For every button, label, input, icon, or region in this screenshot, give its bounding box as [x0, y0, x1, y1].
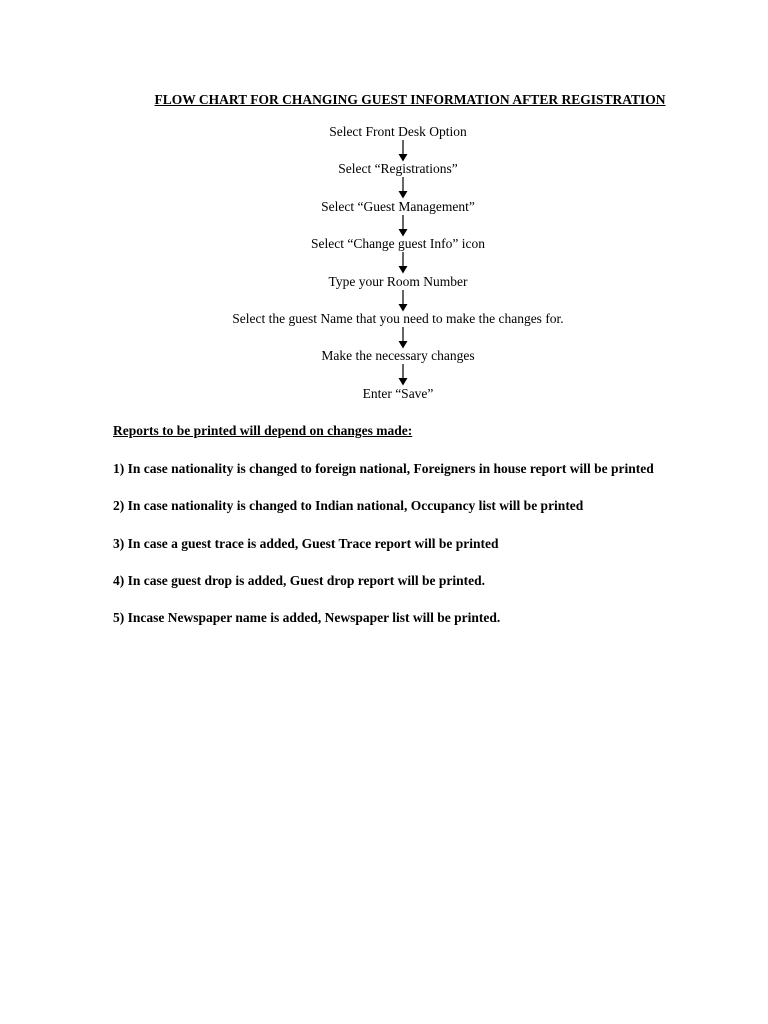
down-arrow-icon — [397, 177, 409, 199]
flow-step: Select “Registrations” — [338, 161, 458, 176]
down-arrow-icon — [397, 364, 409, 386]
down-arrow-icon — [397, 252, 409, 274]
flow-step: Select Front Desk Option — [329, 124, 467, 139]
down-arrow-icon — [397, 290, 409, 312]
reports-heading: Reports to be printed will depend on changes made: — [113, 423, 413, 438]
report-item: 3) In case a guest trace is added, Guest Trace report will be printed — [113, 536, 499, 551]
down-arrow-icon — [397, 215, 409, 237]
report-item: 5) Incase Newspaper name is added, Newspaper list will be printed. — [113, 610, 501, 625]
report-item: 4) In case guest drop is added, Guest drop report will be printed. — [113, 573, 486, 588]
report-item: 1) In case nationality is changed to foreign national, Foreigners in house report will be printed — [113, 461, 654, 476]
flow-step: Type your Room Number — [328, 274, 468, 289]
report-item: 2) In case nationality is changed to Indian national, Occupancy list will be printed — [113, 498, 584, 513]
flow-step: Select “Change guest Info” icon — [311, 236, 485, 251]
flow-step: Make the necessary changes — [321, 348, 475, 363]
down-arrow-icon — [397, 327, 409, 349]
flow-step: Select the guest Name that you need to make the changes for. — [232, 311, 564, 326]
document-title: FLOW CHART FOR CHANGING GUEST INFORMATION AFTER REGISTRATION — [154, 92, 666, 107]
down-arrow-icon — [397, 140, 409, 162]
flow-step: Select “Guest Management” — [321, 199, 475, 214]
flow-step: Enter “Save” — [362, 386, 434, 401]
